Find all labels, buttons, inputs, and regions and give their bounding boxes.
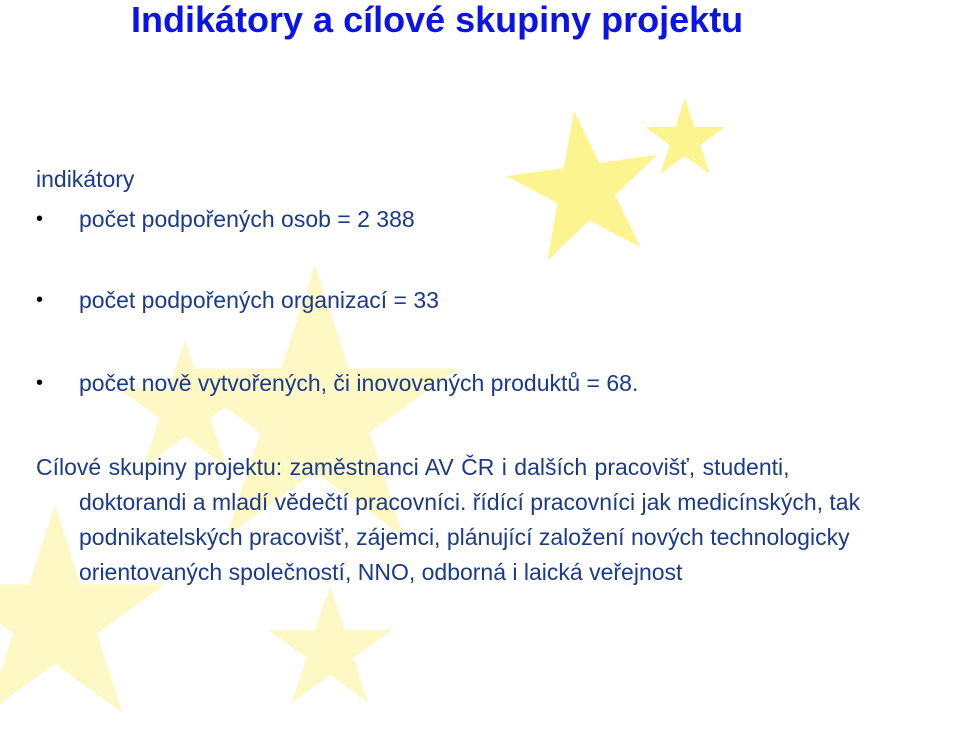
slide-title: Indikátory a cílové skupiny projektu	[131, 0, 744, 40]
target-groups-heading: Cílové skupiny projektu: zaměstnanci AV ČR i dalších pracovišť, studenti,	[36, 454, 790, 480]
star-shape	[268, 585, 392, 703]
target-groups-text: doktorandi a mladí vědečtí pracovníci. řídící pracovníci jak medicínských, tak podnikatelských pracovišť, zájemci, plánující založení nových technologicky orientovaných společností, NNO, odborná i laická veřejnost	[79, 489, 861, 585]
target-groups-paragraph	[36, 450, 951, 590]
indicator-text: počet podpořených osob = 2 388	[79, 206, 415, 232]
indicators-heading: indikátory	[36, 166, 135, 192]
bullet-icon: •	[36, 208, 44, 230]
indicator-text: počet nově vytvořených, či inovovaných produktů = 68.	[79, 370, 639, 396]
star-shape	[645, 98, 725, 174]
star-shape	[506, 111, 657, 261]
bullet-icon: •	[36, 372, 44, 394]
indicator-text: počet podpořených organizací = 33	[79, 287, 439, 313]
bullet-icon: •	[36, 289, 44, 311]
